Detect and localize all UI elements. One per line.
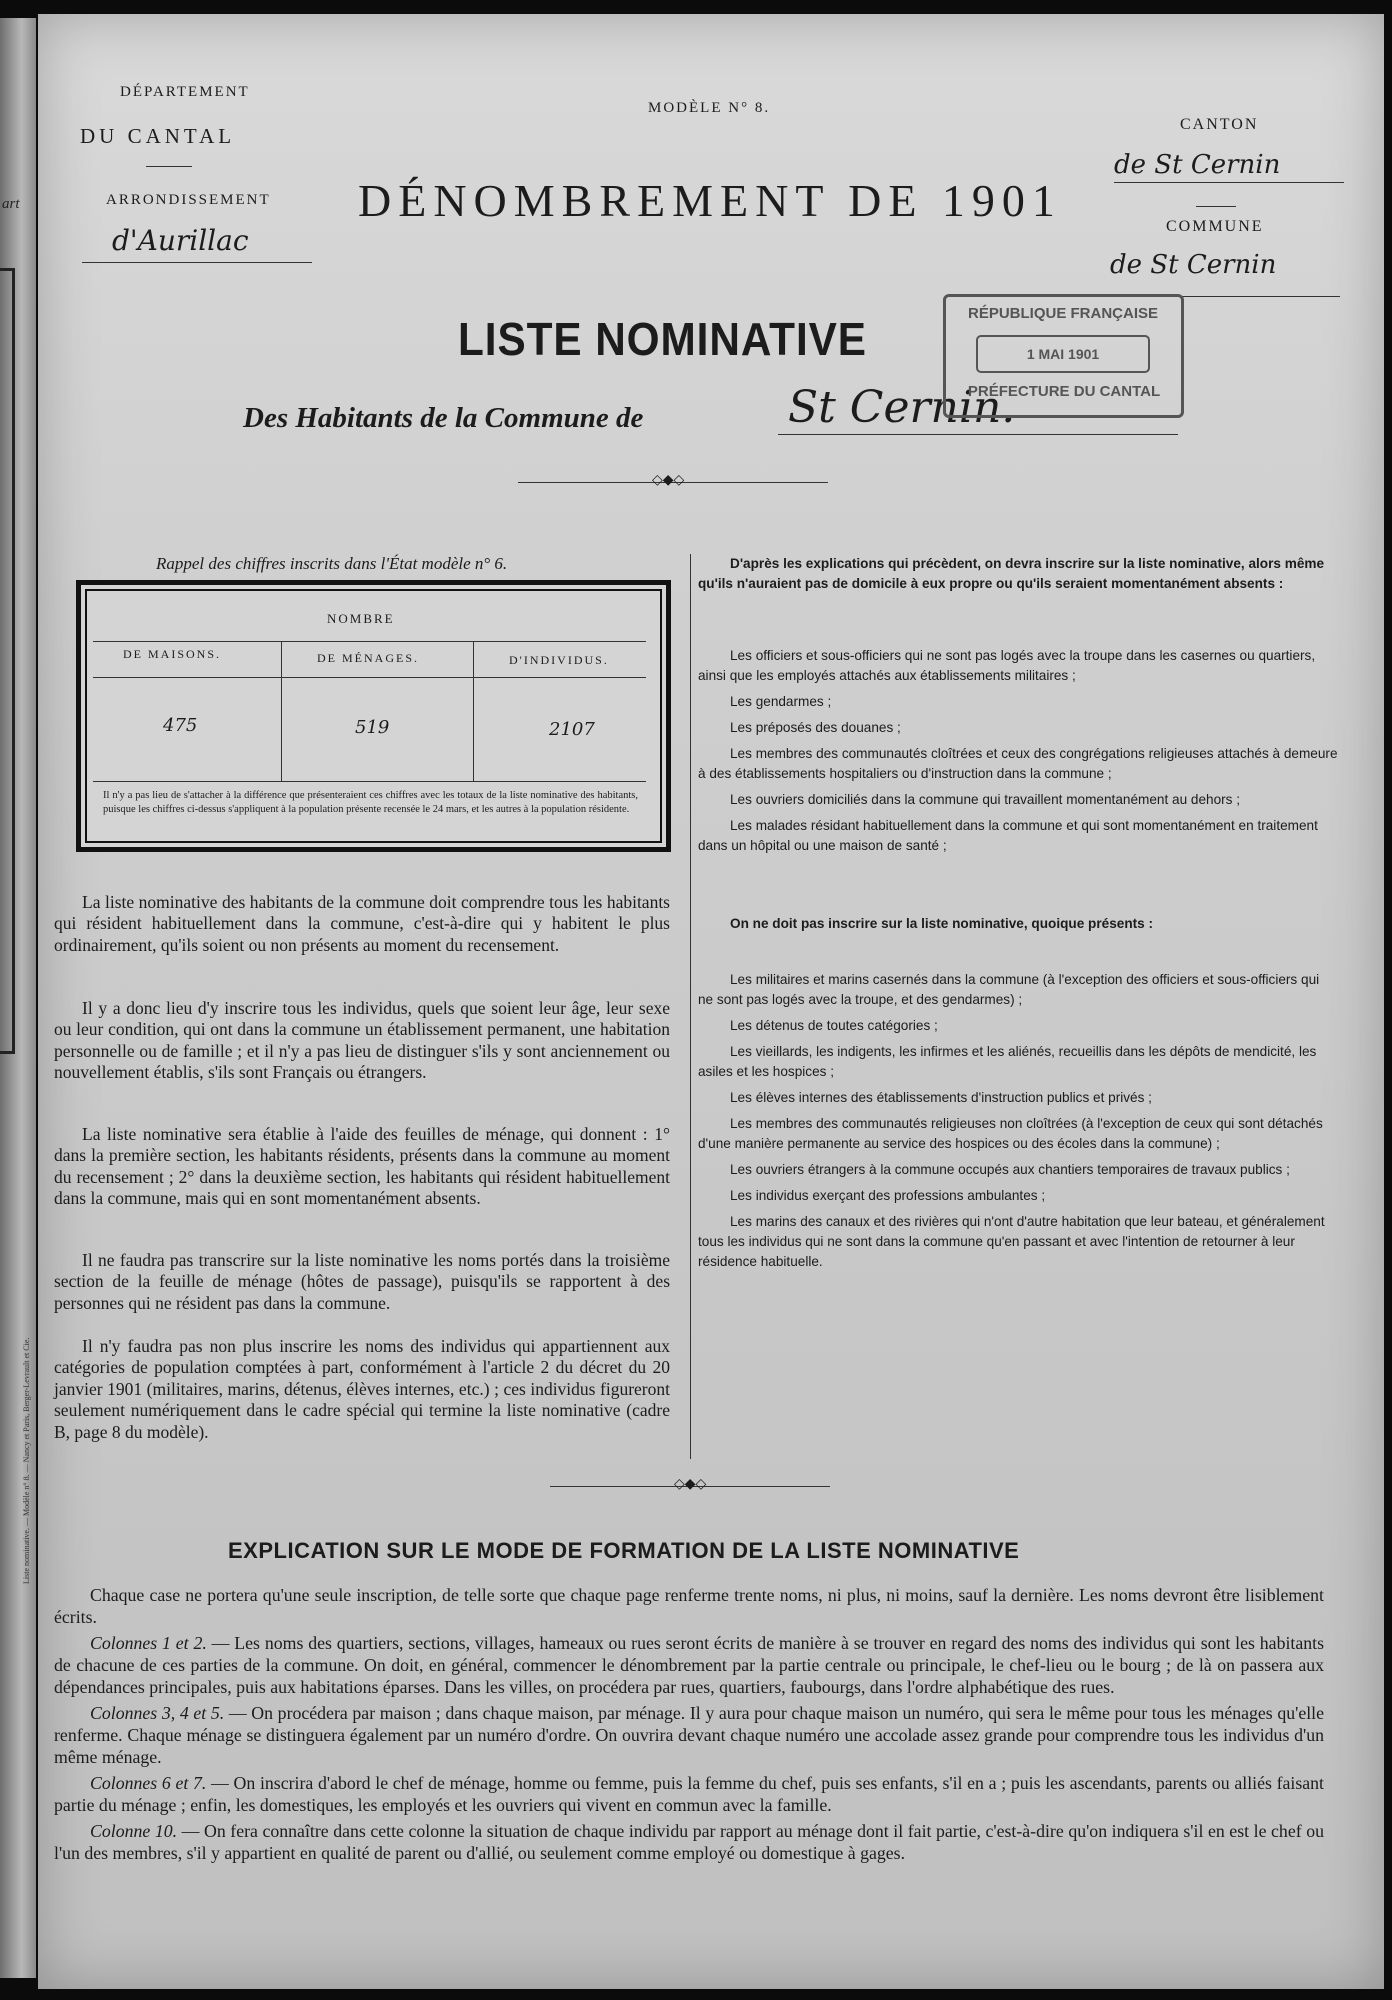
include-item: Les malades résidant habituellement dans la commune et qui sont momentanément en traitement dans un hôpital ou une maison de santé ; bbox=[698, 818, 1318, 853]
exclude-item: Les membres des communautés religieuses non cloîtrées (à l'exception de ceux qui sont détachés d'une manière permanente au service des hospices ou des écoles dans la commune) ; bbox=[698, 1116, 1323, 1151]
arrondissement-label: ARRONDISSEMENT bbox=[106, 192, 271, 208]
printer-imprint: Liste nominative. — Modèle n° 8. — Nancy et Paris, Berger-Levrault et Cie. bbox=[22, 1337, 31, 1584]
previous-page-frame bbox=[0, 268, 15, 1054]
explication-item-text: — On fera connaître dans cette colonne la situation de chaque individu par rapport au ménage dont il fait partie, c'est-à-dire qu'on indiquera s'il en est le chef ou l'un des membres, s'il y appartient en qualité de parent ou d'allié, ou seulement comme employé ou domestique à gages. bbox=[54, 1821, 1324, 1863]
include-item: Les préposés des douanes ; bbox=[730, 720, 901, 735]
ornament-flourish: ◇◆◇ bbox=[652, 473, 685, 488]
recap-value-menages: 519 bbox=[355, 717, 390, 738]
left-paragraph: Il ne faudra pas transcrire sur la liste nominative les noms portés dans la troisième section de la feuille de ménage (hôtes de passage), puisqu'ils se rapportent à des personnes qui ne résident pas dans la commune. bbox=[54, 1250, 670, 1313]
recap-subheader-rule bbox=[93, 677, 646, 678]
explication-item-label: Colonnes 6 et 7. bbox=[90, 1773, 207, 1793]
ornament-flourish: ◇◆◇ bbox=[674, 1477, 707, 1492]
header-divider bbox=[146, 166, 192, 167]
explication-intro: Chaque case ne portera qu'une seule inscription, de telle sorte que chaque page renferme trente noms, ni plus, ni moins, sauf la dernière. Les noms devront être lisiblement écrits. bbox=[54, 1585, 1324, 1627]
exclude-item: Les marins des canaux et des rivières qui n'ont d'autre habitation que leur bateau, et généralement tous les individus qui ne sont dans la commune qu'en passant et avec l'intention de retourner à leur résidence habituelle. bbox=[698, 1214, 1325, 1269]
exclude-item: Les militaires et marins casernés dans la commune (à l'exception des officiers et sous-officiers qui ne sont pas logés avec la troupe, et des gendarmes) ; bbox=[698, 972, 1320, 1007]
recap-table bbox=[76, 580, 671, 852]
column-divider bbox=[690, 554, 691, 1459]
recap-col-divider bbox=[281, 641, 282, 781]
explication-item-label: Colonnes 1 et 2. bbox=[90, 1633, 207, 1653]
canton-label: CANTON bbox=[1180, 116, 1259, 133]
recap-caption: Rappel des chiffres inscrits dans l'État modèle n° 6. bbox=[156, 554, 508, 573]
previous-page-edge bbox=[0, 18, 36, 1978]
recap-note: Il n'y a pas lieu de s'attacher à la différence que présenteraient ces chiffres avec les totaux de la liste nominative des habitants, puisque les chiffres ci-dessus s'appliquent à la population présente recensée le 24 mars, et les autres à la population résidente. bbox=[103, 790, 638, 815]
subtitle-underline bbox=[778, 434, 1178, 435]
commune-value: de St Cernin bbox=[1110, 250, 1277, 280]
document-page bbox=[22, 14, 1384, 1989]
exclude-item: Les vieillards, les indigents, les infirmes et les aliénés, recueillis dans les dépôts de mendicité, les asiles et les hospices ; bbox=[698, 1044, 1317, 1079]
recap-col-menages: DE MÉNAGES. bbox=[317, 651, 419, 665]
exclude-item: Les détenus de toutes catégories ; bbox=[730, 1018, 938, 1033]
subtitle: Des Habitants de la Commune de bbox=[243, 402, 644, 434]
recap-header-rule bbox=[93, 641, 646, 642]
explication-item-text: — Les noms des quartiers, sections, villages, hameaux ou rues seront écrits de manière à se trouver en regard des noms des individus qui sont les habitants de chacune de ces parties de la commune. On doit, en général, commencer le dénombrement par la partie centrale ou principale, le chef-lieu ou le bourg ; de là on passera aux dépendances principales, puis aux habitations éparses. Dans les villes, on procédera par rues, quartiers, faubourgs, dans l'ordre alphabétique des rues. bbox=[54, 1633, 1324, 1697]
include-item: Les ouvriers domiciliés dans la commune qui travaillent momentanément au dehors ; bbox=[730, 792, 1241, 807]
include-item: Les officiers et sous-officiers qui ne sont pas logés avec la troupe dans les casernes ou quartiers, ainsi que les employés attachés aux établissements militaires ; bbox=[698, 648, 1316, 683]
include-item: Les gendarmes ; bbox=[730, 694, 832, 709]
recap-value-maisons: 475 bbox=[163, 715, 198, 736]
explication-item-label: Colonnes 3, 4 et 5. bbox=[90, 1703, 225, 1723]
right-intro: D'après les explications qui précèdent, on devra inscrire sur la liste nominative, alors même qu'ils n'auraient pas de domicile à eux propre ou qu'ils seraient momentanément absents : bbox=[698, 556, 1325, 591]
stamp-date: 1 MAI 1901 bbox=[976, 335, 1150, 373]
recap-note-rule bbox=[93, 781, 646, 782]
stamp-bottom-text: PRÉFECTURE DU CANTAL bbox=[967, 383, 1161, 400]
left-paragraph: Il n'y faudra pas non plus inscrire les noms des individus qui appartiennent aux catégories de population comptées à part, conformément à l'article 2 du décret du 20 janvier 1901 (militaires, marins, détenus, élèves internes, etc.) ; ces individus figureront seulement numériquement dans le cadre spécial qui termine la liste nominative (cadre B, page 8 du modèle). bbox=[54, 1336, 670, 1442]
include-item: Les membres des communautés cloîtrées et ceux des congrégations religieuses attachés à demeure à des établissements hospitaliers ou d'instruction dans la commune ; bbox=[698, 746, 1338, 781]
modele-number: MODÈLE N° 8. bbox=[648, 100, 771, 116]
commune-name-handwritten: St Cernin. bbox=[788, 382, 1016, 433]
left-paragraph: La liste nominative sera établie à l'aide des feuilles de ménage, qui donnent : 1° dans la première section, les habitants résidents, présents dans la commune au moment du recensement ; 2° dans la deuxième section, les habitants qui résident habituellement dans la commune, mais qui en sont momentanément absents. bbox=[54, 1124, 670, 1209]
exclude-item: Les élèves internes des établissements d'instruction publics et privés ; bbox=[730, 1090, 1152, 1105]
explication-item-label: Colonne 10. bbox=[90, 1821, 178, 1841]
right-column bbox=[698, 554, 1338, 1278]
recap-col-individus: D'INDIVIDUS. bbox=[509, 653, 609, 667]
recap-value-individus: 2107 bbox=[549, 719, 595, 740]
exclude-item: Les ouvriers étrangers à la commune occupés aux chantiers temporaires de travaux publics ; bbox=[730, 1162, 1290, 1177]
recap-col-maisons: DE MAISONS. bbox=[123, 647, 222, 661]
left-paragraph: La liste nominative des habitants de la commune doit comprendre tous les habitants qui résident habituellement dans la commune, c'est-à-dire qui y habitent le plus ordinairement, qu'ils soient ou non présents au moment du recensement. bbox=[54, 892, 670, 955]
header-divider-right bbox=[1196, 206, 1236, 207]
explication-body bbox=[54, 1584, 1324, 1864]
exclude-item: Les individus exerçant des professions ambulantes ; bbox=[730, 1188, 1046, 1203]
recap-group-header: NOMBRE bbox=[327, 611, 395, 626]
exclude-intro: On ne doit pas inscrire sur la liste nominative, quoique présents : bbox=[730, 916, 1154, 931]
explication-item-text: — On inscrira d'abord le chef de ménage, homme ou femme, puis la femme du chef, puis ses enfants, s'il en a ; puis les ascendants, parents ou alliés faisant partie du ménage ; enfin, les domestiques, les employés et les ouvriers qui vivent en commun avec la famille. bbox=[54, 1773, 1324, 1815]
left-paragraph: Il y a donc lieu d'y inscrire tous les individus, quels que soient leur âge, leur sexe ou leur condition, qui ont dans la commune un établissement permanent, une habitation personnelle ou de famille ; et il n'y a pas lieu de distinguer s'ils y sont anciennement ou nouvellement établis, s'ils sont Français ou étrangers. bbox=[54, 998, 670, 1083]
explication-heading: EXPLICATION SUR LE MODE DE FORMATION DE LA LISTE NOMINATIVE bbox=[228, 1538, 1020, 1563]
departement-label: DÉPARTEMENT bbox=[120, 84, 250, 100]
commune-label: COMMUNE bbox=[1166, 218, 1264, 235]
previous-page-text: art bbox=[2, 196, 20, 212]
explication-item-text: — On procédera par maison ; dans chaque maison, par ménage. Il y aura pour chaque maison un numéro, qui sera le même pour tous les ménages qu'elle renferme. Chaque ménage se distinguera également par un numéro d'ordre. On ouvrira devant chaque numéro une accolade assez grande pour comprendre tous les individus d'un même ménage. bbox=[54, 1703, 1324, 1767]
arrondissement-underline bbox=[82, 262, 312, 263]
prefecture-stamp bbox=[943, 294, 1184, 418]
stamp-top-text: RÉPUBLIQUE FRANÇAISE bbox=[967, 305, 1158, 322]
canton-underline bbox=[1114, 182, 1344, 183]
liste-title: LISTE NOMINATIVE bbox=[458, 313, 867, 365]
canton-value: de St Cernin bbox=[1114, 150, 1281, 180]
arrondissement-value: d'Aurillac bbox=[112, 224, 249, 257]
departement-value: DU CANTAL bbox=[80, 124, 236, 148]
recap-col-divider bbox=[473, 641, 474, 781]
page-title: DÉNOMBREMENT DE 1901 bbox=[358, 175, 1062, 226]
